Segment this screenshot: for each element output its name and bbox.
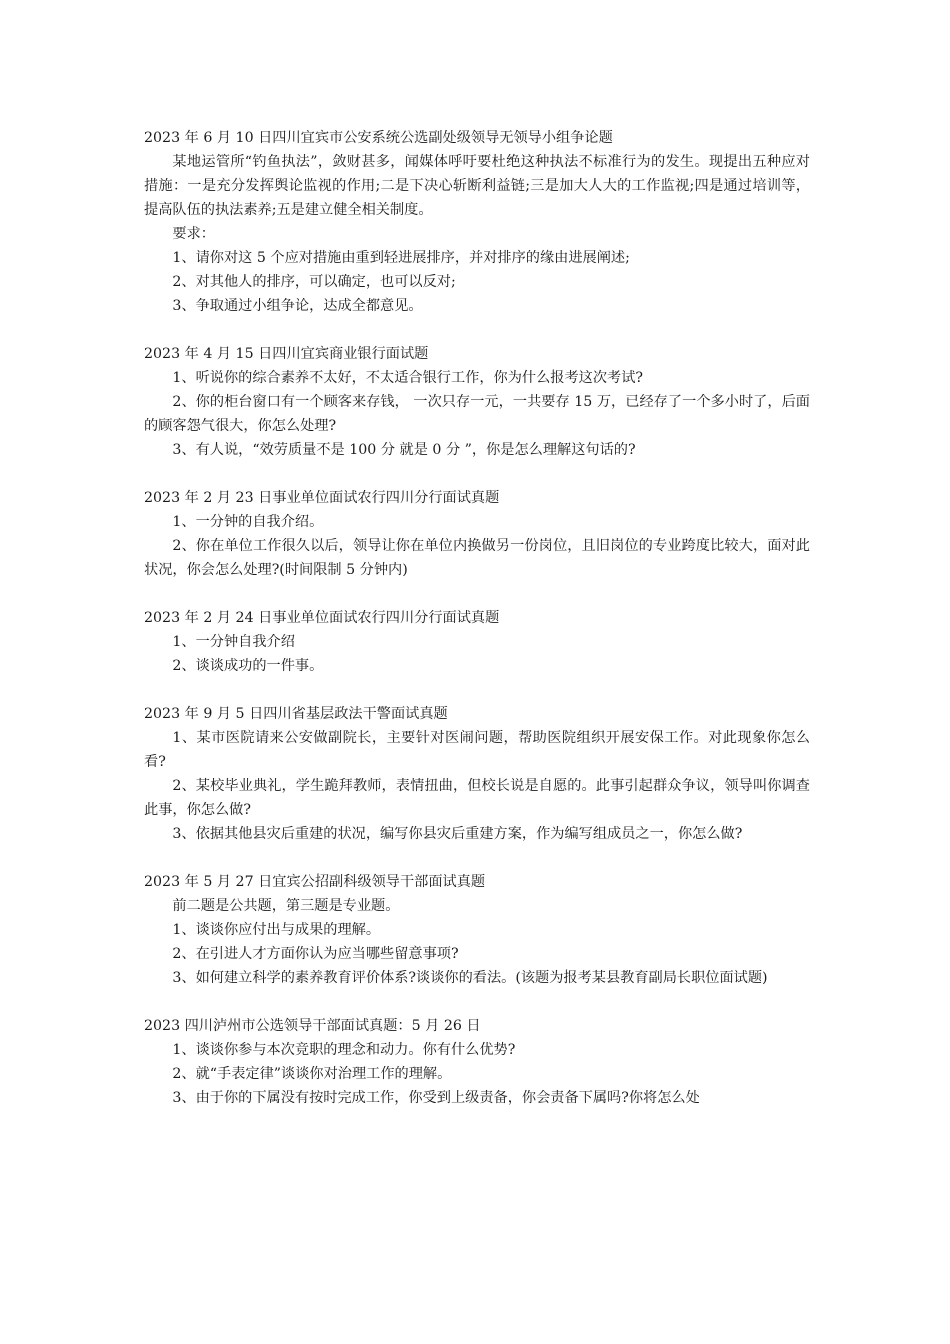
- paragraph: 2、你在单位工作很久以后，领导让你在单位内换做另一份岗位，且旧岗位的专业跨度比较大，面对此状况，你会怎么处理?(时间限制 5 分钟内): [144, 538, 810, 578]
- section-2: [144, 342, 810, 462]
- paragraph: 2、就“手表定律”谈谈你对治理工作的理解。: [172, 1066, 452, 1082]
- section-title: 2023 年 9 月 5 日四川省基层政法干警面试真题: [144, 706, 448, 722]
- document-page: [144, 126, 810, 1134]
- section-1: [144, 126, 810, 318]
- paragraph: 1、一分钟自我介绍: [172, 634, 295, 650]
- paragraph: 3、争取通过小组争论，达成全都意见。: [172, 298, 423, 314]
- section-5: [144, 702, 810, 846]
- paragraph: 2、谈谈成功的一件事。: [172, 658, 324, 674]
- paragraph: 3、由于你的下属没有按时完成工作，你受到上级责备，你会责备下属吗?你将怎么处: [172, 1090, 700, 1106]
- section-title: 2023 四川泸州市公选领导干部面试真题：5 月 26 日: [144, 1018, 481, 1034]
- paragraph: 3、依据其他县灾后重建的状况，编写你县灾后重建方案，作为编写组成员之一，你怎么做?: [172, 826, 743, 842]
- section-title: 2023 年 4 月 15 日四川宜宾商业银行面试题: [144, 346, 429, 362]
- paragraph: 1、谈谈你参与本次竞职的理念和动力。你有什么优势?: [172, 1042, 516, 1058]
- section-title: 2023 年 6 月 10 日四川宜宾市公安系统公选副处级领导无领导小组争论题: [144, 130, 613, 146]
- paragraph: 2、对其他人的排序，可以确定，也可以反对;: [172, 274, 456, 290]
- paragraph: 2、你的柜台窗口有一个顾客来存钱， 一次只存一元，一共要存 15 万，已经存了一个多小时了，后面的顾客怨气很大，你怎么处理?: [144, 394, 810, 434]
- paragraph: 1、谈谈你应付出与成果的理解。: [172, 922, 381, 938]
- paragraph: 1、某市医院请来公安做副院长，主要针对医闹问题，帮助医院组织开展安保工作。对此现象你怎么看?: [144, 730, 810, 770]
- section-7: [144, 1014, 810, 1110]
- paragraph: 要求：: [172, 226, 215, 242]
- section-3: [144, 486, 810, 582]
- paragraph: 2、在引进人才方面你认为应当哪些留意事项?: [172, 946, 459, 962]
- section-title: 2023 年 5 月 27 日宜宾公招副科级领导干部面试真题: [144, 874, 486, 890]
- paragraph: 1、一分钟的自我介绍。: [172, 514, 324, 530]
- paragraph: 前二题是公共题，第三题是专业题。: [172, 898, 400, 914]
- section-4: [144, 606, 810, 678]
- paragraph: 3、有人说，“效劳质量不是 100 分 就是 0 分 ”，你是怎么理解这句话的?: [172, 442, 636, 458]
- section-6: [144, 870, 810, 990]
- paragraph: 3、如何建立科学的素养教育评价体系?谈谈你的看法。(该题为报考某县教育副局长职位面试题): [172, 970, 768, 986]
- paragraph: 1、请你对这 5 个应对措施由重到轻进展排序，并对排序的缘由进展阐述;: [172, 250, 630, 266]
- section-title: 2023 年 2 月 23 日事业单位面试农行四川分行面试真题: [144, 490, 500, 506]
- paragraph: 2、某校毕业典礼，学生跪拜教师，表情扭曲，但校长说是自愿的。此事引起群众争议，领导叫你调查此事，你怎么做?: [144, 778, 810, 818]
- paragraph: 1、听说你的综合素养不太好，不太适合银行工作，你为什么报考这次考试?: [172, 370, 644, 386]
- section-title: 2023 年 2 月 24 日事业单位面试农行四川分行面试真题: [144, 610, 500, 626]
- paragraph: 某地运管所“钓鱼执法”，敛财甚多，闻媒体呼吁要杜绝这种执法不标准行为的发生。现提出五种应对措施：一是充分发挥舆论监视的作用;二是下决心斩断利益链;三是加大人大的工作监视;四是通过培训等，提高队伍的执法素养;五是建立健全相关制度。: [144, 154, 810, 218]
